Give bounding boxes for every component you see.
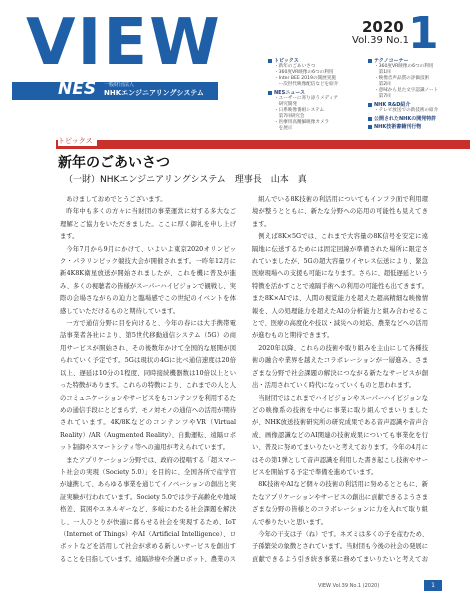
body-paragraph: またアプリケーション分野では、政府の提唱する「超スマート社会の実現（Society 5.0）」を目的に、全国各所で産学官が連携して、あらゆる事業を通じてイノベーションの創出と実証実験が行われています。Society 5.0では少子高齢化や地域格差、貧困やエネルギーなど、多岐にわたる社会課題を解決し、一人ひとりが快適に暮らせる社会を実現するため、IoT（Internet of Things）やAI（Artificial Intelligence）、ロボットなどを活用して社会が求める新しいサービスを創出することを目指しています。遠隔診療や介護ロボット、農業のス — [60, 456, 236, 563]
toc-section-heading: テクノコーナー — [368, 58, 462, 64]
toc-item: 第7回 — [374, 94, 391, 99]
topic-bar — [56, 140, 470, 149]
magazine-title: VIEW — [26, 6, 222, 80]
body-paragraph: 2020年以降、これらの技術や取り組みを主山にして各種技術の融合や業界を越えたコラボレーションが一層進み、さまざまな分野で社会課題の解決につながる新たなサービスが創出・活用されていく時代になっていくものと思われます。 — [252, 344, 428, 390]
toc-section-heading: 公開されたNHKの開発特許 — [368, 116, 462, 122]
issue-year: 2020 — [362, 18, 404, 36]
body-paragraph: 一方で通信分野に目を向けると、今年の春には大手携帯電話事業者各社により、第5世代移動通信システム（5G）の商用サービスが開始され、その後数年かけて全国的な展開が図られていく予定です。5Gは現状の4Gに比べ通信速度は20倍以上、遅延は10分の1程度、同時接続機器数は10倍以上といった特徴があります。これらの特徴により、これまでの人と人のコミュニケーションやサービスをもコンテンツを利用するための通信手段にとどまらず、モノ対モノの通信への活用が期待されています。4K/8KなどのコンテンツやVR（Virtual Reality）/AR（Augmented Reality）、自動運転、遠隔ロボット制御やスマートシティ等への適用が考えられています。 — [60, 320, 236, 452]
article-body — [60, 194, 428, 564]
body-paragraph: 今年7月から9月にかけて、いよいよ東京2020オリンピック・パラリンピック競技大会が開催されます。一昨年12月に新4K8K衛星放送が開始されましたが、これを機に普及が進み、多くの視聴者の皆様がスーパーハイビジョンで観戦し、実際の会場さながらの迫力と臨場感でこの世紀のイベントを体感していただけるものと期待しています。 — [60, 245, 236, 315]
toc-column-right — [368, 56, 462, 130]
view-logo — [12, 6, 222, 124]
toc-item: を展示 — [274, 126, 293, 131]
toc-item: 第2回 — [374, 82, 391, 87]
toc-item: ・ユーザーに寄り添うメディア — [274, 96, 338, 101]
body-paragraph: 当財団ではこれまでハイビジョンやスーパーハイビジョンなどの映像系の技術を中心に事業に取り組んでまいりましたが、NHK放送技術研究所の研究成果である音声認識や音声合成、画像認識などのAI関連の技術成果についても事業化を行い、普及に努めてまいりたいと考えております。今年の4月にはその第1弾として音声認識を利用した書き起こし技術やサービスを開始する予定で準備を進めています。 — [252, 394, 428, 476]
square-bullet-icon — [268, 91, 272, 95]
square-bullet-icon — [368, 117, 372, 121]
body-paragraph: 今年の干支は子（ね）です。ネズミは多くの子を産むため、子孫繁栄の象徴とされています。当財団も今後の社会の発展に貢献できるよう引き続き事業に務めてまいりたいと考えてお — [252, 530, 428, 563]
body-column-left — [60, 194, 236, 564]
publisher-subtitle: 一般財団法人 — [104, 82, 135, 88]
toc-section-heading: NESニュース — [268, 90, 362, 96]
toc-item: ・テレビ放送での新技術の紹介 — [374, 108, 439, 113]
toc-item: 第7回研究会 — [274, 114, 305, 119]
toc-item: ・意味から見た文字認識ノート — [374, 88, 439, 93]
toc-item: ・日系映像番組システム — [274, 108, 325, 113]
square-bullet-icon — [368, 125, 372, 129]
issue-volume: Vol.39 No.1 — [352, 35, 410, 46]
body-paragraph: 例えば8K×5Gでは、これまで大容量の8K信号を安定に遠隔地に伝送するためには固定回線が準備された場所に限定されていましたが、5Gの超大容量ワイヤレス伝送により、緊急医療現場への支援も可能になります。さらに、超低遅延という特徴を活かすことで遠隔手術への利用の可能性も出てきます。また8K×AIでは、人間の視覚能力を超えた超高精細な映像情報を、人の処理能力を超えたAIの分析能力と組み合わせることで、医療の高度化や技以・減災への対応、農業などへの活用が進むものと期待できます。 — [252, 233, 428, 340]
square-bullet-icon — [368, 59, 372, 63]
toc-item: ー次世代映像配信などを紹介 — [274, 82, 339, 87]
masthead — [0, 0, 470, 135]
page-number: 1 — [424, 580, 442, 591]
table-of-contents — [268, 56, 464, 136]
topic-label: トピックス — [58, 137, 97, 146]
body-paragraph: 組んでいる8K技術の利活用についてもインフラ面で利用環境が整うとともに、新たな分野への応用の可能性も見えてきます。 — [252, 196, 428, 228]
toc-item: ・360度VR映像の6つの利用 — [274, 70, 334, 75]
toc-item: 研究開発 — [274, 102, 297, 107]
toc-item: ・新年のごあいさつ — [274, 64, 316, 69]
body-paragraph: 8K技術やAIなど個々の技術の利活用に努めるとともに、新たなアプリケーションやサービスの創出に貢献できるようさまざまな分野の皆様とのコラボレーションに力を入れて取り組んで参りたいと思います。 — [252, 481, 428, 526]
toc-section-heading: トピックス — [268, 58, 362, 64]
toc-item: ・360度VR映像の6つの利用 — [374, 64, 434, 69]
toc-section-heading: NHK R&D紹介 — [368, 102, 462, 108]
toc-item: 第1回 — [374, 70, 391, 75]
article-title: 新年のごあいさつ — [58, 155, 170, 171]
body-paragraph: 昨年中も多くの方々に当財団の事業運営に対する多大なご理解とご協力をいただきました。ここに厚く御礼を申し上げます。 — [60, 208, 236, 241]
square-bullet-icon — [368, 103, 372, 107]
publisher-name: NHKエンジニアリングシステム — [104, 89, 204, 97]
square-bullet-icon — [268, 59, 272, 63]
footer-citation: VIEW Vol.39 No.1 (2020) — [318, 583, 380, 589]
toc-item: ・Inter BEE 2019の開展実施 — [274, 76, 336, 81]
body-paragraph: あけましておめでとうございます。 — [66, 196, 167, 203]
toc-item: ・医療用高精細映像カメラ — [274, 120, 330, 125]
article-author: （一財）NHKエンジニアリングシステム 理事長 山本 真 — [64, 175, 307, 185]
toc-column-left — [268, 56, 362, 132]
issue-number: 1 — [408, 8, 439, 59]
toc-item: ・映像音声品質の評価技術 — [374, 76, 430, 81]
nes-logo: NES — [58, 79, 97, 99]
toc-section-heading: NHK技術書籍刊行物 — [368, 124, 462, 130]
body-column-right — [252, 194, 428, 564]
